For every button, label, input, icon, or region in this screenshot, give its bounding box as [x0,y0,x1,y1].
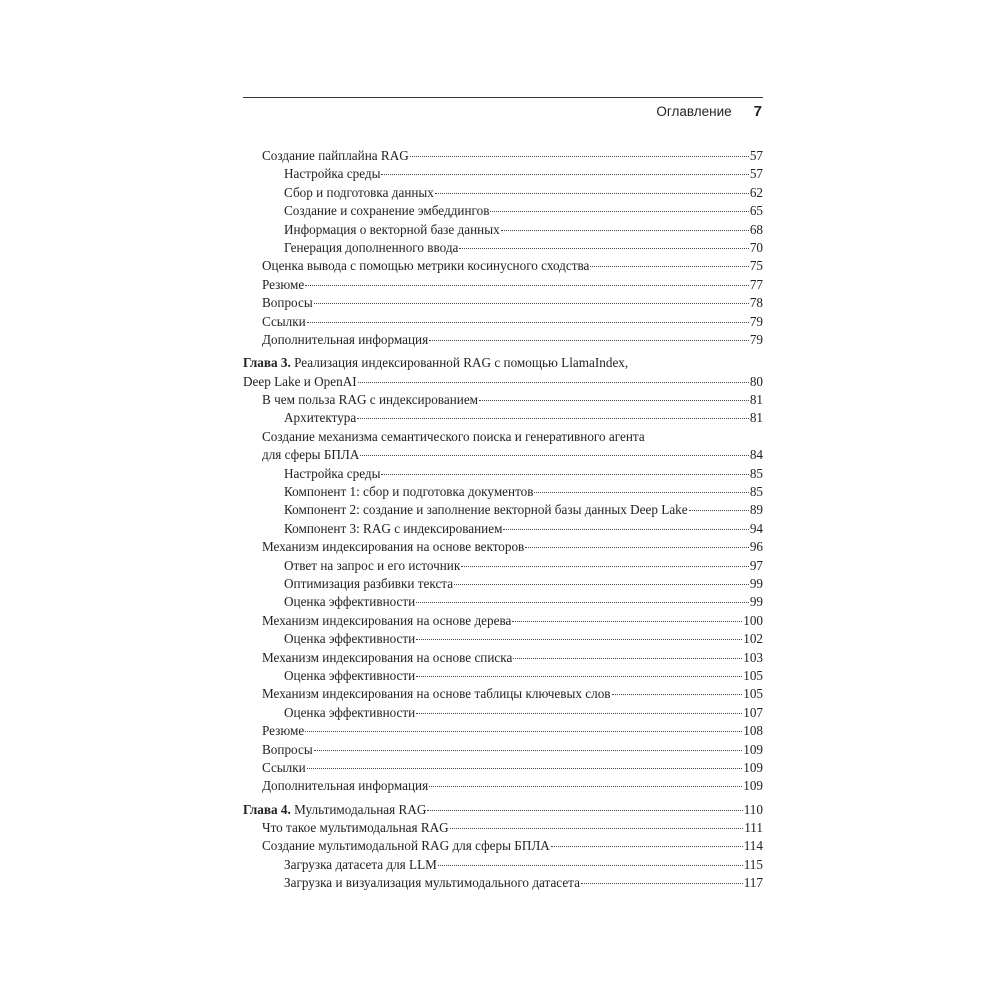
toc-entry-title: Ссылки [262,313,306,329]
toc-entry [243,184,763,202]
toc-entry [243,391,763,409]
toc-entry-title: Механизм индексирования на основе дерева [262,612,512,628]
chapter-title-line-2: Deep Lake и OpenAI [243,373,357,389]
dot-leader [490,211,748,212]
toc-entry-title: Создание и сохранение эмбеддингов [284,203,490,219]
toc-entry-page: 81 [749,392,763,408]
toc-entry [243,819,763,837]
toc-entry-title: Резюме [262,723,305,739]
toc-entry-title: Резюме [262,276,305,292]
toc-entry-title: Вопросы [262,741,313,757]
toc-entry-page: 85 [749,465,763,481]
toc-entry-title: Компонент 2: создание и заполнение векторной базы данных Deep Lake [284,502,688,518]
toc-entry-page: 108 [743,723,763,739]
dot-leader [450,828,743,829]
toc-entry-title-line-2: для сферы БПЛА [262,447,360,463]
toc-entry [243,575,763,593]
dot-leader [429,340,749,341]
toc-entry [243,685,763,703]
chapter-label: Глава 4. [243,801,291,817]
toc-entry-title: Компонент 3: RAG с индексированием [284,520,503,536]
toc-entry [243,276,763,294]
toc-entry-title: Дополнительная информация [262,331,429,347]
dot-leader [503,529,748,530]
toc-entry-page: 109 [743,759,763,775]
toc-entry-page: 111 [744,820,763,836]
dot-leader [307,322,749,323]
toc-entry [243,257,763,275]
toc-entry-page: 115 [743,856,763,872]
toc-entry-page: 102 [743,631,763,647]
toc-entry-page: 109 [743,741,763,757]
chapter-entry [243,354,763,391]
toc-entry-page: 84 [749,447,763,463]
toc-entry-title: Механизм индексирования на основе таблицы ключевых слов [262,686,611,702]
toc-entry [243,557,763,575]
toc-entry-page: 114 [743,838,763,854]
dot-leader [416,713,742,714]
toc-entry-page: 57 [749,166,763,182]
toc-entry-title: Вопросы [262,295,313,311]
toc-entry-title: Дополнительная информация [262,778,429,794]
dot-leader [454,584,749,585]
toc-entry-page: 81 [749,410,763,426]
dot-leader [381,174,748,175]
toc-entry-page: 79 [749,331,763,347]
toc-entry-title: Создание пайплайна RAG [262,148,409,163]
header-rule [243,97,763,98]
toc-entry-title: Что такое мультимодальная RAG [262,820,449,836]
toc-entry [243,501,763,519]
toc-entry-page: 85 [749,484,763,500]
toc-entry [243,409,763,427]
toc-entry-page: 99 [749,594,763,610]
toc-entry-page: 77 [749,276,763,292]
dot-leader [314,750,743,751]
toc-entry-title: Оценка вывода с помощью метрики косинусного сходства [262,258,590,274]
toc-entry [243,202,763,220]
toc-entry-page: 117 [743,875,763,891]
dot-leader [590,266,748,267]
toc-entry-title: Архитектура [284,410,357,426]
toc-entry-page: 57 [749,148,763,163]
toc-entry-title: Ответ на запрос и его источник [284,557,461,573]
table-of-contents [243,147,763,893]
toc-entry [243,856,763,874]
toc-entry-page: 103 [743,649,763,665]
toc-entry-page: 94 [749,520,763,536]
dot-leader [416,602,749,603]
toc-entry-page: 109 [743,778,763,794]
toc-entry-page: 79 [749,313,763,329]
toc-entry-page: 89 [749,502,763,518]
chapter-label: Глава 3. [243,355,291,371]
toc-entry [243,483,763,501]
dot-leader [435,193,749,194]
dot-leader [525,547,749,548]
toc-entry-title: Информация о векторной базе данных [284,221,500,237]
toc-entry-page: 65 [749,203,763,219]
toc-entry-title: Оценка эффективности [284,594,416,610]
dot-leader [501,230,749,231]
toc-entry-page: 68 [749,221,763,237]
toc-entry-page: 78 [749,295,763,311]
dot-leader [360,455,748,456]
dot-leader [410,156,749,157]
dot-leader [461,566,749,567]
toc-entry-title: В чем польза RAG с индексированием [262,392,479,408]
toc-entry-page: 97 [749,557,763,573]
toc-entry-title: Ссылки [262,759,306,775]
toc-entry [243,147,763,165]
toc-entry [243,837,763,855]
toc-entry-title: Механизм индексирования на основе списка [262,649,513,665]
toc-entry [243,759,763,777]
dot-leader [358,382,749,383]
toc-entry [243,520,763,538]
toc-entry [243,704,763,722]
dot-leader [357,418,749,419]
toc-entry-title: Сбор и подготовка данных [284,184,434,200]
dot-leader [551,846,743,847]
running-head [656,103,762,120]
dot-leader [479,400,749,401]
chapter-entry [243,801,763,819]
toc-entry-title: Механизм индексирования на основе векторов [262,539,525,555]
toc-entry [243,239,763,257]
page-number: 7 [753,103,762,120]
toc-entry [243,221,763,239]
toc-entry-title-line-1: Создание механизма семантического поиска и генеративного агента [262,428,645,444]
toc-entry [243,741,763,759]
toc-entry-title: Оценка эффективности [284,667,416,683]
dot-leader [581,883,743,884]
toc-entry-page: 110 [743,801,763,817]
toc-entry-page: 100 [743,612,763,628]
dot-leader [459,248,748,249]
dot-leader [314,303,749,304]
toc-entry [243,331,763,349]
toc-entry-title: Создание мультимодальной RAG для сферы БПЛА [262,838,550,854]
dot-leader [429,786,742,787]
toc-entry [243,428,763,465]
dot-leader [612,694,743,695]
toc-entry [243,538,763,556]
toc-entry-page: 107 [743,704,763,720]
dot-leader [534,492,748,493]
toc-entry [243,630,763,648]
running-head-title: Оглавление [656,104,732,119]
toc-entry-title: Оптимизация разбивки текста [284,576,454,592]
dot-leader [381,474,748,475]
chapter-title-line-1: Реализация индексированной RAG с помощью LlamaIndex, [294,355,629,371]
toc-entry-page: 105 [743,667,763,683]
toc-entry-page: 80 [749,373,763,389]
toc-entry-title: Оценка эффективности [284,704,416,720]
dot-leader [689,510,749,511]
toc-entry [243,465,763,483]
toc-entry-page: 70 [749,239,763,255]
toc-entry-page: 96 [749,539,763,555]
toc-entry-title: Настройка среды [284,465,381,481]
dot-leader [307,768,743,769]
toc-entry-title: Загрузка и визуализация мультимодального датасета [284,875,580,891]
dot-leader [416,676,742,677]
toc-entry [243,612,763,630]
toc-entry-title: Оценка эффективности [284,631,416,647]
dot-leader [438,865,743,866]
toc-entry [243,874,763,892]
toc-entry-title: Компонент 1: сбор и подготовка документов [284,484,534,500]
toc-entry [243,593,763,611]
dot-leader [512,621,742,622]
toc-entry-page: 105 [743,686,763,702]
toc-entry [243,294,763,312]
toc-entry-page: 62 [749,184,763,200]
dot-leader [416,639,742,640]
dot-leader [427,810,742,811]
chapter-title: Мультимодальная RAG [294,801,427,817]
dot-leader [513,658,742,659]
toc-entry [243,165,763,183]
toc-entry-title: Настройка среды [284,166,381,182]
toc-entry-title: Генерация дополненного ввода [284,239,459,255]
toc-entry [243,313,763,331]
toc-entry [243,777,763,795]
toc-entry [243,722,763,740]
toc-entry-page: 99 [749,576,763,592]
dot-leader [305,731,742,732]
toc-entry-page: 75 [749,258,763,274]
toc-entry [243,667,763,685]
dot-leader [305,285,749,286]
toc-entry [243,649,763,667]
toc-entry-title: Загрузка датасета для LLM [284,856,437,872]
